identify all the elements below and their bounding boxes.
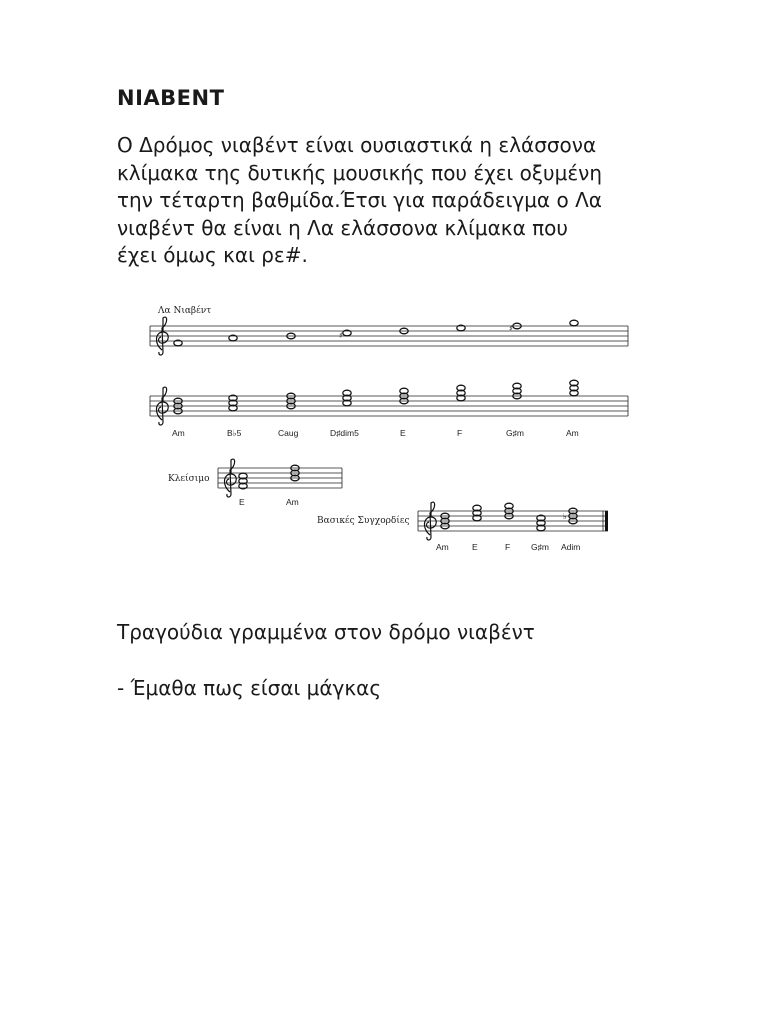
- chord-label: Adim: [561, 542, 581, 552]
- chord-label: B♭5: [227, 428, 242, 438]
- basic-chord-notes: [441, 503, 577, 531]
- svg-text:♭: ♭: [563, 512, 567, 521]
- chord-label: E: [472, 542, 478, 552]
- scale-staff: [150, 305, 628, 355]
- paragraph-line: νιαβέντ θα είναι η Λα ελάσσονα κλίμακα που: [117, 215, 568, 240]
- cadence-notes: [239, 465, 299, 489]
- chord-label: D♯dim5: [330, 428, 359, 438]
- chord-label: E: [239, 497, 245, 507]
- chord-label: Am: [286, 497, 299, 507]
- chord-label: G♯m: [531, 542, 549, 552]
- chords-staff: [150, 380, 628, 438]
- chord-label: Caug: [278, 428, 299, 438]
- basic-chords-label: Βασικές Συγχορδίες: [317, 516, 410, 526]
- scale-notes: [174, 320, 578, 346]
- chord-label: Am: [172, 428, 185, 438]
- song-list-item: - Έμαθα πως είσαι μάγκας: [117, 676, 382, 700]
- svg-text:♯: ♯: [509, 324, 513, 333]
- paragraph-line: έχει όμως και ρε#.: [117, 243, 308, 267]
- svg-text:♯: ♯: [339, 331, 343, 340]
- cadence-staff: [168, 459, 342, 507]
- basic-chords-staff: [317, 502, 608, 552]
- chord-label: G♯m: [506, 428, 524, 438]
- chord-label: F: [505, 542, 511, 552]
- chord-label: F: [457, 428, 463, 438]
- document-title: NIABENT: [117, 86, 225, 110]
- chord-label: Am: [566, 428, 579, 438]
- paragraph-line: την τέταρτη βαθμίδα.Έτσι για παράδειγμα ο Λα: [117, 188, 602, 212]
- cadence-label: Κλείσιμο: [168, 474, 210, 484]
- paragraph-line: Ο Δρόμος νιαβέντ είναι ουσιαστικά η ελάσσονα: [117, 133, 597, 157]
- chord-label: Am: [436, 542, 449, 552]
- chord-notes: [174, 380, 578, 414]
- scale-title: Λα Νιαβέντ: [158, 306, 212, 316]
- chord-label: E: [400, 428, 406, 438]
- paragraph-line: κλίμακα της δυτικής μουσικής που έχει οξυμένη: [117, 160, 602, 185]
- songs-heading: Τραγούδια γραμμένα στον δρόμο νιαβέντ: [117, 620, 535, 644]
